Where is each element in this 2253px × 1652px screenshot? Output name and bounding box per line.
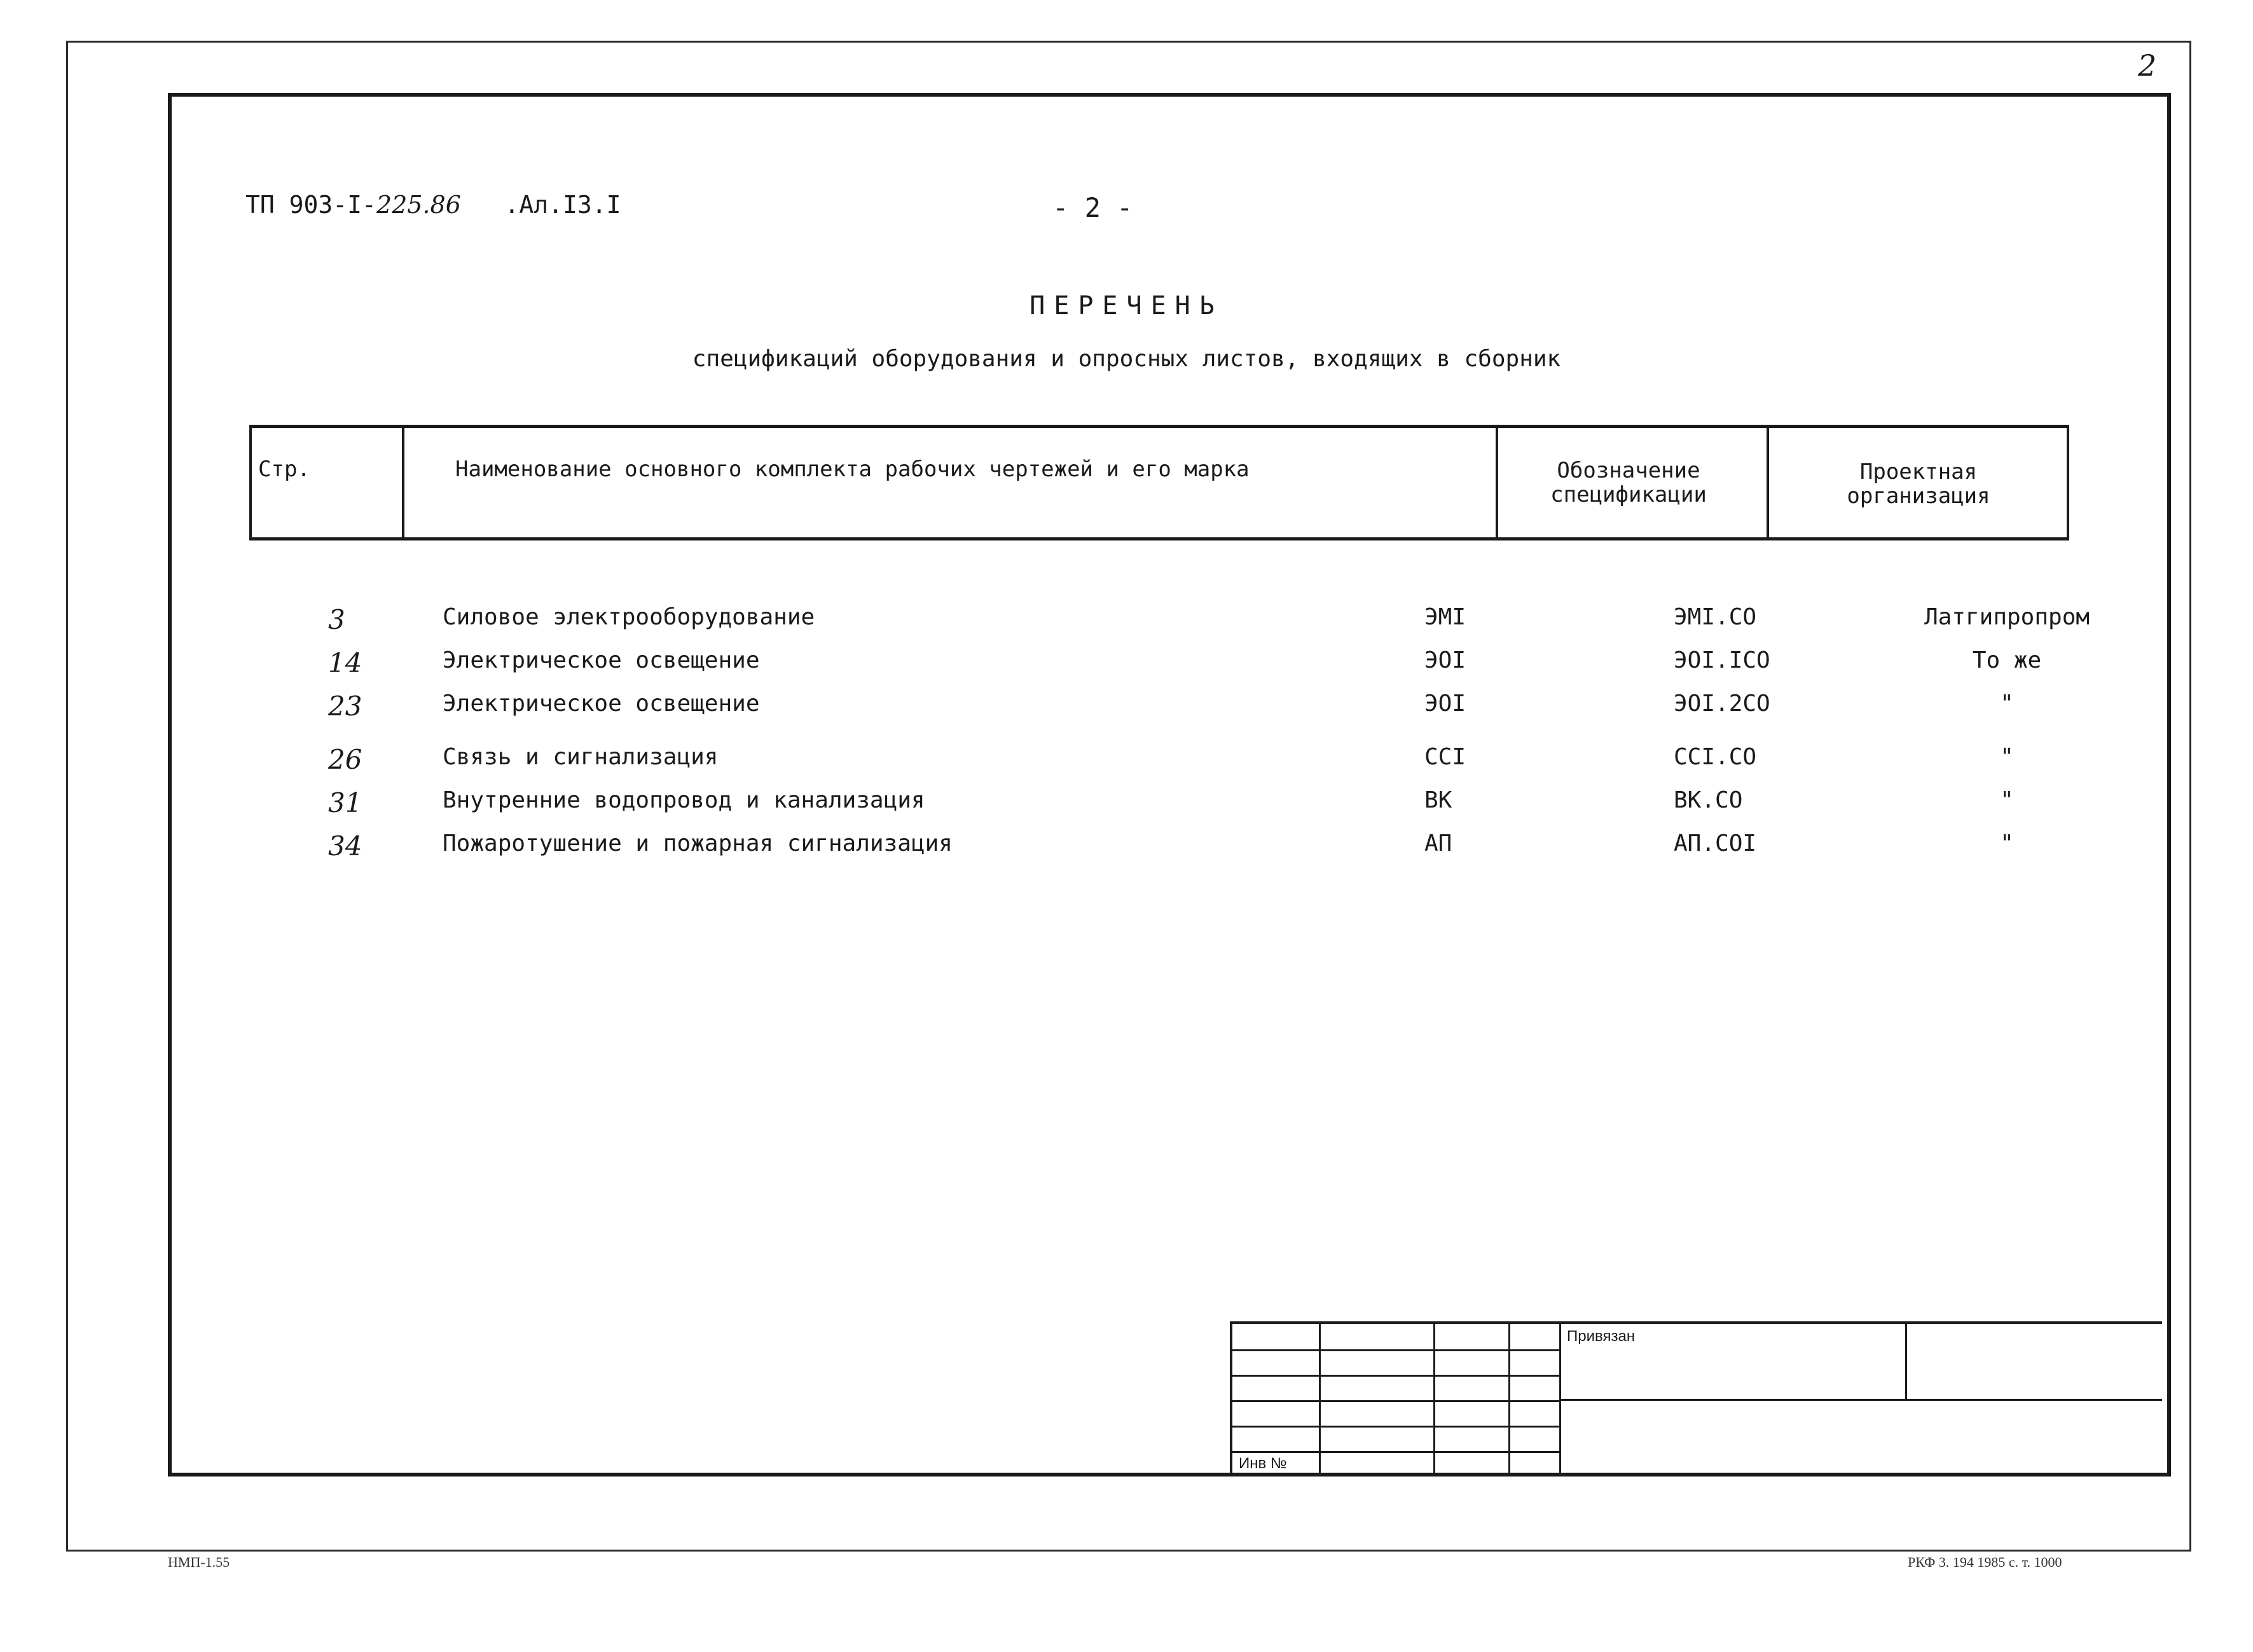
stamp-rule xyxy=(1559,1399,2162,1401)
row-page: 34 xyxy=(328,830,362,862)
row-mark: ЭМI xyxy=(1424,604,1466,630)
column-divider xyxy=(1496,428,1498,537)
stamp-privyazan-label: Привязан xyxy=(1567,1328,1636,1345)
document-code-suffix: .Ал.I3.I xyxy=(504,191,621,219)
page-label: - 2 - xyxy=(1052,192,1133,223)
row-page: 23 xyxy=(328,691,362,722)
row-spec: АП.СОI xyxy=(1674,830,1757,857)
row-spec: ЭМI.СО xyxy=(1674,604,1757,630)
row-mark: ССI xyxy=(1424,744,1466,770)
row-page: 3 xyxy=(328,604,345,635)
stamp-rule xyxy=(1232,1375,1559,1377)
row-name: Связь и сигнализация xyxy=(443,744,719,770)
row-organization: " xyxy=(2000,787,2014,813)
table-header xyxy=(249,425,2069,540)
row-mark: АП xyxy=(1424,830,1452,857)
row-organization: " xyxy=(2000,744,2014,770)
stamp-rule xyxy=(1232,1451,1559,1453)
row-page: 26 xyxy=(328,744,362,775)
document-code-printed: ТП 903-I- xyxy=(245,191,376,219)
stamp-rule xyxy=(1232,1349,1559,1351)
row-mark: ЭОI xyxy=(1424,691,1466,717)
row-name: Электрическое освещение xyxy=(443,691,760,717)
header-organization: Проектная организация xyxy=(1847,459,1990,509)
header-name: Наименование основного комплекта рабочих чертежей и его марка xyxy=(455,457,1250,482)
row-page: 31 xyxy=(328,787,362,818)
row-organization: " xyxy=(2000,691,2014,717)
document-code-handwritten: 225.86 xyxy=(376,191,461,219)
stamp-inv-no-label: Инв № xyxy=(1239,1455,1287,1472)
footer-left-note: НМП-1.55 xyxy=(168,1554,230,1570)
row-organization: То же xyxy=(1972,647,2042,673)
header-designation: Обозначение спецификации xyxy=(1550,458,1707,507)
row-spec: ЭОI.2СО xyxy=(1674,691,1770,717)
row-name: Силовое электрооборудование xyxy=(443,604,815,630)
sheet-number: 2 xyxy=(2138,48,2157,83)
document-code xyxy=(245,191,621,219)
stamp-rule xyxy=(1232,1400,1559,1402)
header-page: Стр. xyxy=(258,457,310,482)
stamp-rule xyxy=(1232,1426,1559,1428)
column-divider xyxy=(1767,428,1769,537)
row-organization: " xyxy=(2000,830,2014,857)
document-subtitle: спецификаций оборудования и опросных листов, входящих в сборник xyxy=(692,346,1561,372)
row-spec: ЭОI.IСО xyxy=(1674,647,1770,673)
row-name: Внутренние водопровод и канализация xyxy=(443,787,925,813)
title-block-stamp xyxy=(1230,1321,2162,1476)
document-title: ПЕРЕЧЕНЬ xyxy=(1030,291,1223,320)
row-organization: Латгипропром xyxy=(1924,604,2090,630)
stamp-divider xyxy=(1905,1324,1907,1400)
row-spec: ССI.СО xyxy=(1674,744,1757,770)
row-page: 14 xyxy=(328,647,362,678)
row-mark: ВК xyxy=(1424,787,1452,813)
row-mark: ЭОI xyxy=(1424,647,1466,673)
column-divider xyxy=(402,428,404,537)
row-name: Электрическое освещение xyxy=(443,647,760,673)
row-spec: ВК.СО xyxy=(1674,787,1743,813)
footer-right-note: РКФ 3. 194 1985 с. т. 1000 xyxy=(1908,1554,2062,1570)
row-name: Пожаротушение и пожарная сигнализация xyxy=(443,830,953,857)
